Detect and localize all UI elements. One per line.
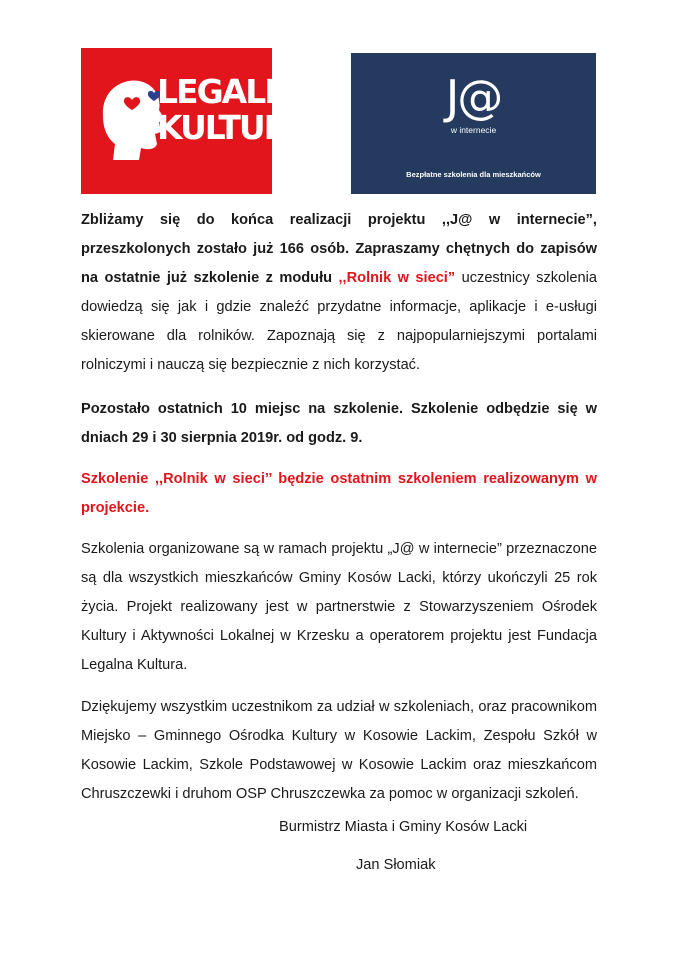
jat-w-internecie-logo bbox=[351, 53, 596, 194]
module-name: ,,Rolnik w sieci” bbox=[338, 270, 456, 286]
intro-continuation: uczestnicy szkolenia dowiedzą się jak i gdzie znaleźć przydatne informacje, aplikacje i e-usługi skierowane dla rolników. Zapoznają się z najpopularniejszymi portalami rolniczymi i nauczą się bezpiecznie z nich korzystać. bbox=[81, 270, 598, 373]
last-training-paragraph: Szkolenie ,,Rolnik w sieci’’ będzie ostatnim szkoleniem realizowanym w projekcie. bbox=[81, 471, 597, 516]
project-info-paragraph: Szkolenia organizowane są w ramach projektu „J@ w internecie” przeznaczone są dla wszystkich mieszkańców Gminy Kosów Lacki, którzy ukończyli 25 rok życia. Projekt realizowany jest w partnerstwie z Stowarzyszeniem Ośrodek Kultury i Aktywności Lokalnej w Krzesku a operatorem projektu jest Fundacja Legalna Kultura. bbox=[81, 541, 597, 673]
legalna-kultura-logo bbox=[81, 48, 314, 194]
signature-title: Burmistrz Miasta i Gminy Kosów Lacki bbox=[279, 819, 528, 835]
intro-paragraph bbox=[81, 206, 597, 380]
announcement-body bbox=[81, 206, 597, 809]
thanks-paragraph: Dziękujemy wszystkim uczestnikom za udział w szkoleniach, oraz pracownikom Miejsko – Gminnego Ośrodka Kultury w Kosowie Lackim, Zespołu Szkół w Kosowie Lackim, Szkole Podstawowej w Kosowie Lackim oraz mieszkańcom Chruszczewki i druhom OSP Chruszczewka za pomoc w organizacji szkoleń. bbox=[81, 699, 597, 802]
jat-logo-caption: w internecie bbox=[450, 125, 497, 135]
jat-logo-subtitle: Bezpłatne szkolenia dla mieszkańców bbox=[406, 170, 541, 179]
legalna-kultura-wordmark: LEGALNA KULTURA bbox=[157, 72, 314, 147]
intro-text: Zbliżamy się do końca realizacji projektu ,,J@ w internecie”, przeszkolonych zostało już 166 osób. Zapraszamy chętnych do zapisów na ostatnie już szkolenie z modułu bbox=[81, 212, 597, 286]
signature-name: Jan Słomiak bbox=[356, 857, 436, 873]
jat-logo-mark: J@ bbox=[445, 70, 502, 124]
seats-paragraph: Pozostało ostatnich 10 miejsc na szkolenie. Szkolenie odbędzie się w dniach 29 i 30 sierpnia 2019r. od godz. 9. bbox=[81, 401, 597, 446]
